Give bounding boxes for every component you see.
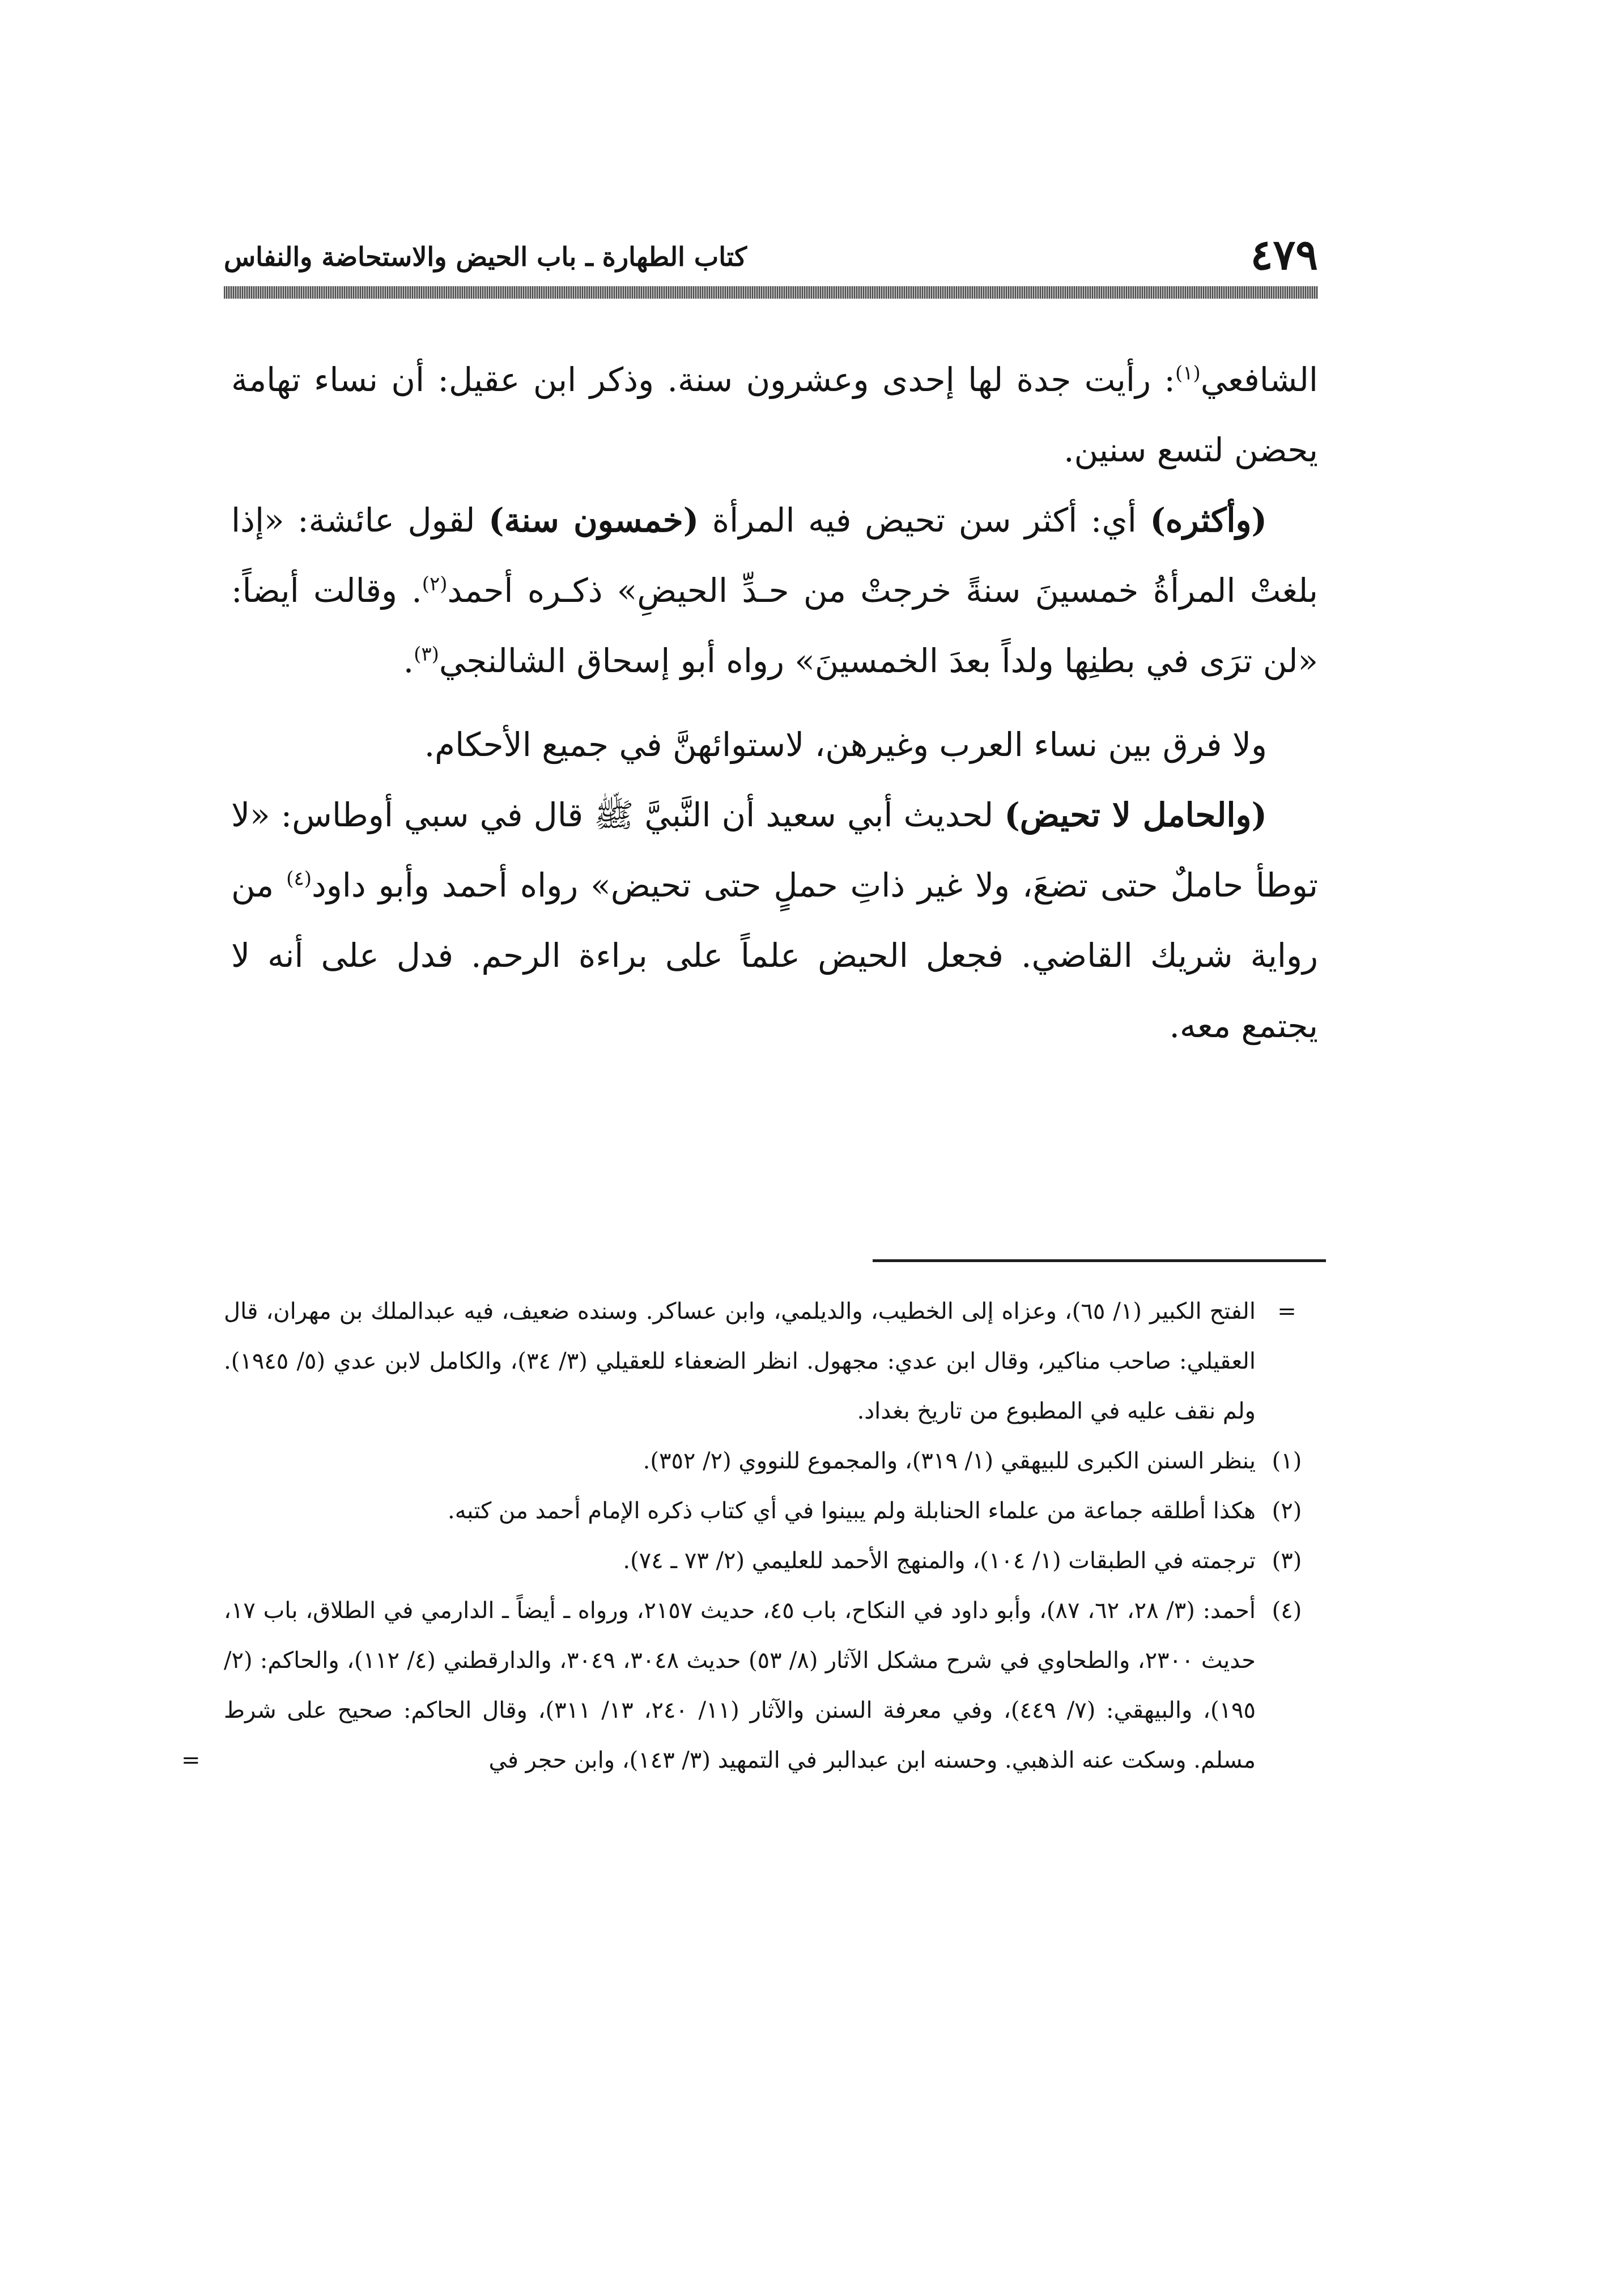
footnote-ref: (١) [1175,362,1201,385]
footnote-1 [224,1436,1318,1486]
text-run: لحديث أبي سعيد أن النَّبيَّ ﷺ قال في سبي أوطاس: «لا توطأ حاملٌ حتى تضعَ، ولا غير ذاتِ حملٍ حتى تحيض» رواه أحمد وأبو داود [231,796,1318,905]
text-run: الشافعي [1200,360,1318,399]
continues-next-page-marker: = [181,1747,201,1773]
footnotes [181,1286,1318,1785]
footnote-separator [873,1259,1326,1262]
continuation-marker: = [1277,1298,1296,1324]
footnote-ref: (٣) [414,643,439,666]
text-run: لقول عائشة: «إذا بلغتْ المرأةُ خمسينَ سنةً خرجتْ من حـدِّ الحيضِ» ذكـره أحمد [231,501,1318,610]
paragraph [231,485,1318,696]
paragraph [231,780,1318,1061]
text-run: أي: أكثر سن تحيض فيه المرأة [699,501,1150,540]
bold-phrase: (خمسون سنة) [488,501,699,540]
footnote-marker: (١) [1272,1448,1302,1474]
page-number: ٤٧٩ [1250,231,1318,279]
footnote-marker: (٣) [1272,1548,1302,1574]
header-rule [224,286,1318,299]
footnote-4 [181,1586,1318,1785]
footnote-text: هكذا أطلقه جماعة من علماء الحنابلة ولم يبينوا في أي كتاب ذكره الإمام أحمد من كتبه. [448,1498,1256,1524]
text-run: من رواية شريك القاضي. فجعل الحيض علماً على براءة الرحم. فدل على أنه لا يجتمع معه. [231,866,1318,1045]
text-run: . [403,642,414,680]
bold-phrase: (والحامل لا تحيض) [1004,796,1267,834]
footnote-2 [224,1486,1318,1536]
footnote-text: ترجمته في الطبقات (١/ ١٠٤)، والمنهج الأحمد للعليمي (٢/ ٧٣ ـ ٧٤). [623,1548,1256,1574]
footnote-marker: (٤) [1272,1598,1302,1624]
footnote-ref: (٤) [286,867,312,890]
footnote-text: الفتح الكبير (١/ ٦٥)، وعزاه إلى الخطيب، والديلمي، وابن عساكر. وسنده ضعيف، فيه عبدالملك بن مهران، قال العقيلي: صاحب مناكير، وقال ابن عدي: مجهول. انظر الضعفاء للعقيلي (٣/ ٣٤)، والكامل لابن عدي (٥/ ١٩٤٥). ولم نقف عليه في المطبوع من تاريخ بغداد. [224,1298,1256,1424]
paragraph: ولا فرق بين نساء العرب وغيرهن، لاستوائهنَّ في جميع الأحكام. [424,725,1267,764]
main-text [231,345,1318,1061]
page-header [224,230,1318,281]
footnote-marker: (٢) [1272,1498,1302,1524]
bold-phrase: (وأكثره) [1150,501,1267,540]
running-title: كتاب الطهارة ـ باب الحيض والاستحاضة والنفاس [224,241,747,272]
paragraph [231,345,1318,485]
text-run: : رأيت جدة لها إحدى وعشرون سنة. وذكر ابن عقيل: أن نساء تهامة يحضن لتسع سنين. [231,360,1318,469]
footnote-text: أحمد: (٣/ ٢٨، ٦٢، ٨٧)، وأبو داود في النكاح، باب ٤٥، حديث ٢١٥٧، ورواه ـ أيضاً ـ الدارمي في الطلاق، باب ١٧، حديث ٢٣٠٠، والطحاوي في شرح مشكل الآثار (٨/ ٥٣) حديث ٣٠٤٨، ٣٠٤٩، والدارقطني (٤/ ١١٢)، والحاكم: (٢/ ١٩٥)، والبيهقي: (٧/ ٤٤٩)، وفي معرفة السنن والآثار (١١/ ٢٤٠، ١٣/ ٣١١)، وقال الحاكم: صحيح على شرط مسلم. وسكت عنه الذهبي. وحسنه ابن عبدالبر في التمهيد (٣/ ١٤٣)، وابن حجر في [224,1598,1256,1773]
footnote-3 [224,1536,1318,1586]
footnote-ref: (٢) [422,572,448,596]
text-run: . وقالت أيضاً: «لن ترَى في بطنِها ولداً بعدَ الخمسينَ» رواه أبو إسحاق الشالنجي [231,571,1318,680]
footnote-continued [224,1286,1318,1436]
footnote-text: ينظر السنن الكبرى للبيهقي (١/ ٣١٩)، والمجموع للنووي (٢/ ٣٥٢). [643,1448,1256,1474]
